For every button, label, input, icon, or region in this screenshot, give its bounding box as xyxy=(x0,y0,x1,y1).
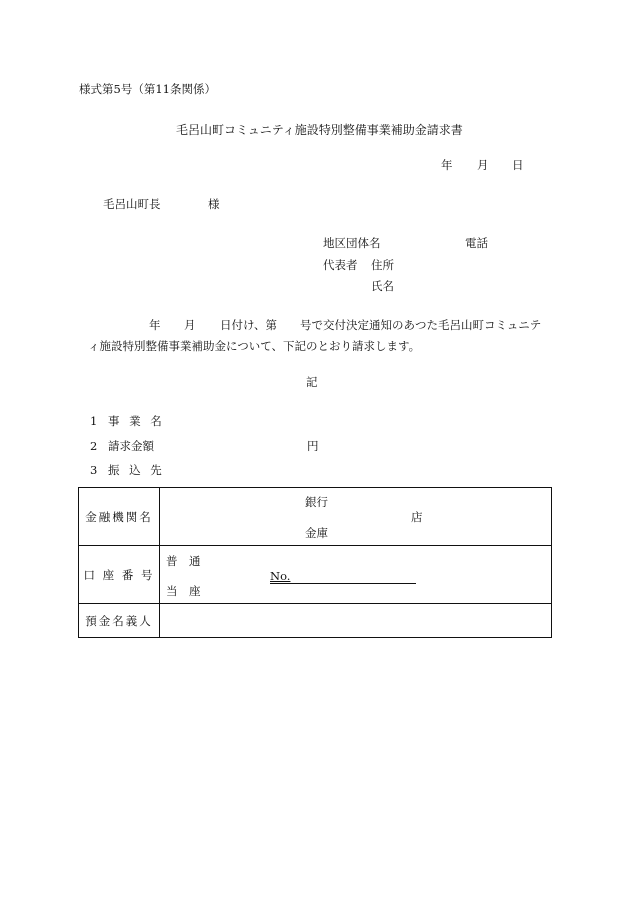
body-go-phrase: 号で交付決定通知のあつた毛呂山町コミュニテ xyxy=(300,318,542,332)
form-title: 毛呂山町コミュニティ施設特別整備事業補助金請求書 xyxy=(176,123,463,137)
financial-institution-field[interactable] xyxy=(160,488,552,546)
account-holder-label: 預金名義人 xyxy=(79,604,160,638)
representative-label: 代表者 xyxy=(323,258,358,272)
item-1-number: 1 xyxy=(90,414,98,428)
bank-account-table xyxy=(78,487,552,638)
address-label: 住所 xyxy=(371,258,394,272)
item-3-number: 3 xyxy=(90,463,98,477)
name-label: 氏名 xyxy=(371,279,394,293)
body-day-phrase: 日付け、第 xyxy=(220,318,278,332)
touza-option[interactable]: 当 座 xyxy=(166,584,201,598)
branch-text: 店 xyxy=(411,510,423,524)
body-line-2: ィ施設特別整備事業補助金について、下記のとおり請求します。 xyxy=(88,339,421,353)
org-name-label: 地区団体名 xyxy=(323,236,381,250)
phone-label: 電話 xyxy=(465,236,488,250)
form-number: 様式第5号（第11条関係） xyxy=(79,82,216,96)
item-2-unit: 円 xyxy=(307,439,319,453)
futsuu-option[interactable]: 普 通 xyxy=(166,554,201,568)
financial-institution-label: 金融機関名 xyxy=(79,488,160,546)
bank-text: 銀行 xyxy=(305,495,328,509)
addressee-honorific: 様 xyxy=(208,197,220,211)
account-no-label: No. xyxy=(270,569,291,583)
date-day: 日 xyxy=(512,158,524,172)
account-number-field[interactable] xyxy=(160,546,552,604)
account-holder-field[interactable] xyxy=(160,604,552,638)
item-1-label: 事 業 名 xyxy=(108,414,165,428)
item-3-label: 振 込 先 xyxy=(108,463,165,477)
kinko-text: 金庫 xyxy=(305,526,328,540)
account-no-underline xyxy=(270,583,416,584)
item-2-label: 請求金額 xyxy=(108,439,154,453)
body-year: 年 xyxy=(149,318,161,332)
ki-heading: 記 xyxy=(306,375,318,389)
date-year: 年 xyxy=(441,158,453,172)
body-month: 月 xyxy=(184,318,196,332)
date-month: 月 xyxy=(477,158,489,172)
addressee-name: 毛呂山町長 xyxy=(103,197,161,211)
item-2-number: 2 xyxy=(90,439,98,453)
account-number-label: 口 座 番 号 xyxy=(79,546,160,604)
